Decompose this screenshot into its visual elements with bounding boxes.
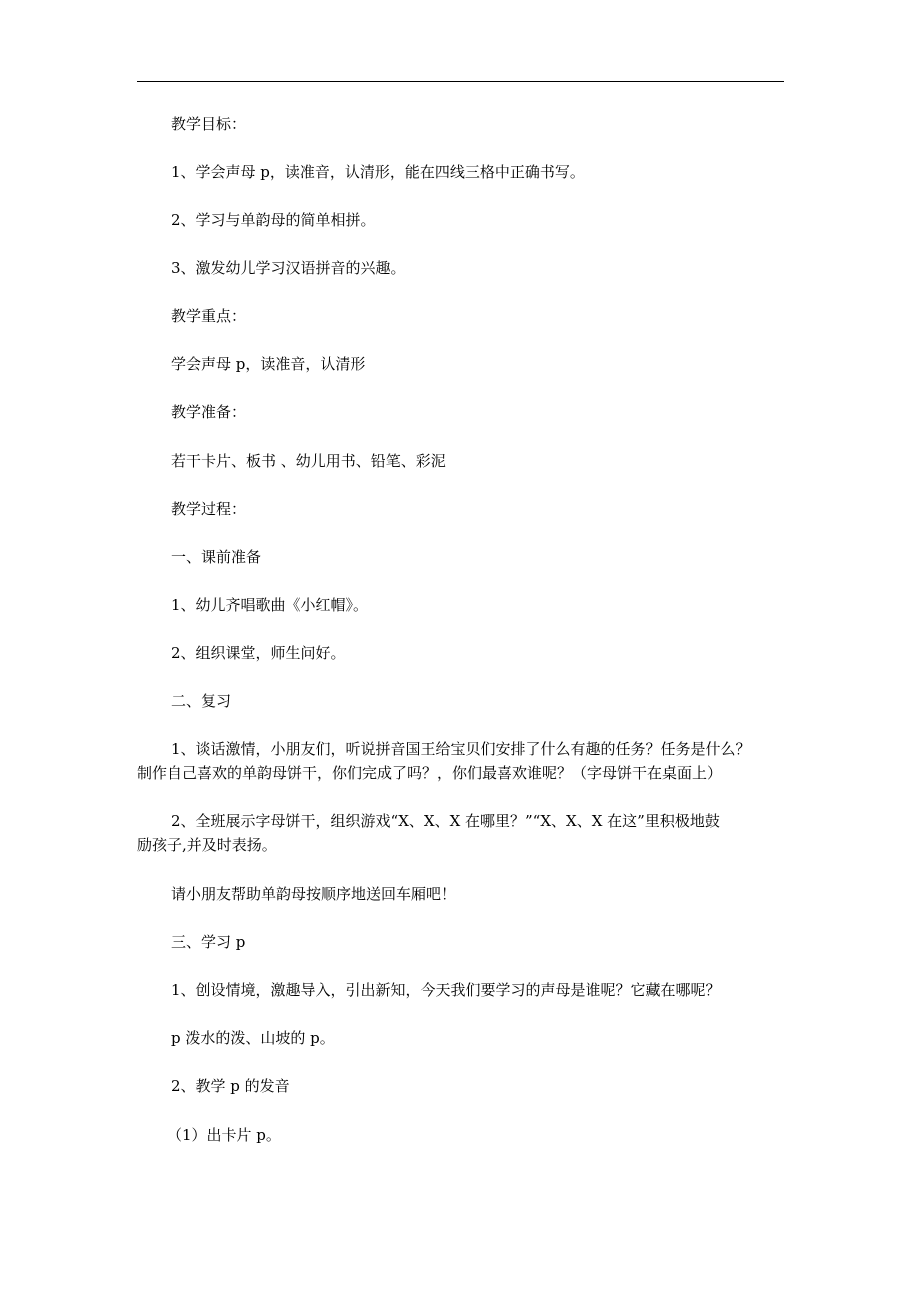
section-3-item-1: 1、创设情境，激趣导入，引出新知，今天我们要学习的声母是谁呢？它藏在哪呢？ bbox=[171, 981, 721, 999]
section-1-heading: 一、课前准备 bbox=[171, 548, 262, 566]
section-3-example: p 泼水的泼、山坡的 p。 bbox=[171, 1029, 335, 1047]
paragraph-line: 1、谈话激情，小朋友们，听说拼音国王给宝贝们安排了什么有趣的任务？任务是什么？ bbox=[171, 740, 751, 758]
heading-process: 教学过程： bbox=[171, 500, 247, 518]
section-1-item-1: 1、幼儿齐唱歌曲《小红帽》。 bbox=[171, 596, 369, 614]
paragraph-line: 2、全班展示字母饼干，组织游戏“X、X、X 在哪里？”“X、X、X 在这”里积极地鼓 bbox=[171, 812, 720, 830]
section-3-subitem-1: （1）出卡片 p。 bbox=[167, 1126, 281, 1144]
section-3-item-2: 2、教学 p 的发音 bbox=[171, 1077, 290, 1095]
goal-item-3: 3、激发幼儿学习汉语拼音的兴趣。 bbox=[171, 259, 406, 277]
goal-item-2: 2、学习与单韵母的简单相拼。 bbox=[171, 211, 376, 229]
section-2-item-2 bbox=[137, 809, 797, 857]
key-point-text: 学会声母 p，读准音，认清形 bbox=[171, 355, 366, 373]
goal-item-1: 1、学会声母 p，读准音，认清形，能在四线三格中正确书写。 bbox=[171, 163, 585, 181]
heading-teaching-goals: 教学目标： bbox=[171, 115, 247, 133]
preparation-text: 若干卡片、板书 、幼儿用书、铅笔、彩泥 bbox=[171, 452, 446, 470]
section-2-item-1 bbox=[137, 737, 797, 785]
header-rule bbox=[137, 81, 784, 82]
section-2-heading: 二、复习 bbox=[171, 692, 232, 710]
paragraph-line: 制作自己喜欢的单韵母饼干，你们完成了吗？，你们最喜欢谁呢？（字母饼干在桌面上） bbox=[137, 764, 723, 782]
section-3-heading: 三、学习 p bbox=[171, 933, 246, 951]
heading-key-points: 教学重点： bbox=[171, 307, 247, 325]
section-2-closing: 请小朋友帮助单韵母按顺序地送回车厢吧！ bbox=[171, 885, 457, 903]
section-1-item-2: 2、组织课堂，师生问好。 bbox=[171, 644, 346, 662]
heading-preparation: 教学准备： bbox=[171, 403, 247, 421]
paragraph-line: 励孩子,并及时表扬。 bbox=[137, 836, 277, 854]
